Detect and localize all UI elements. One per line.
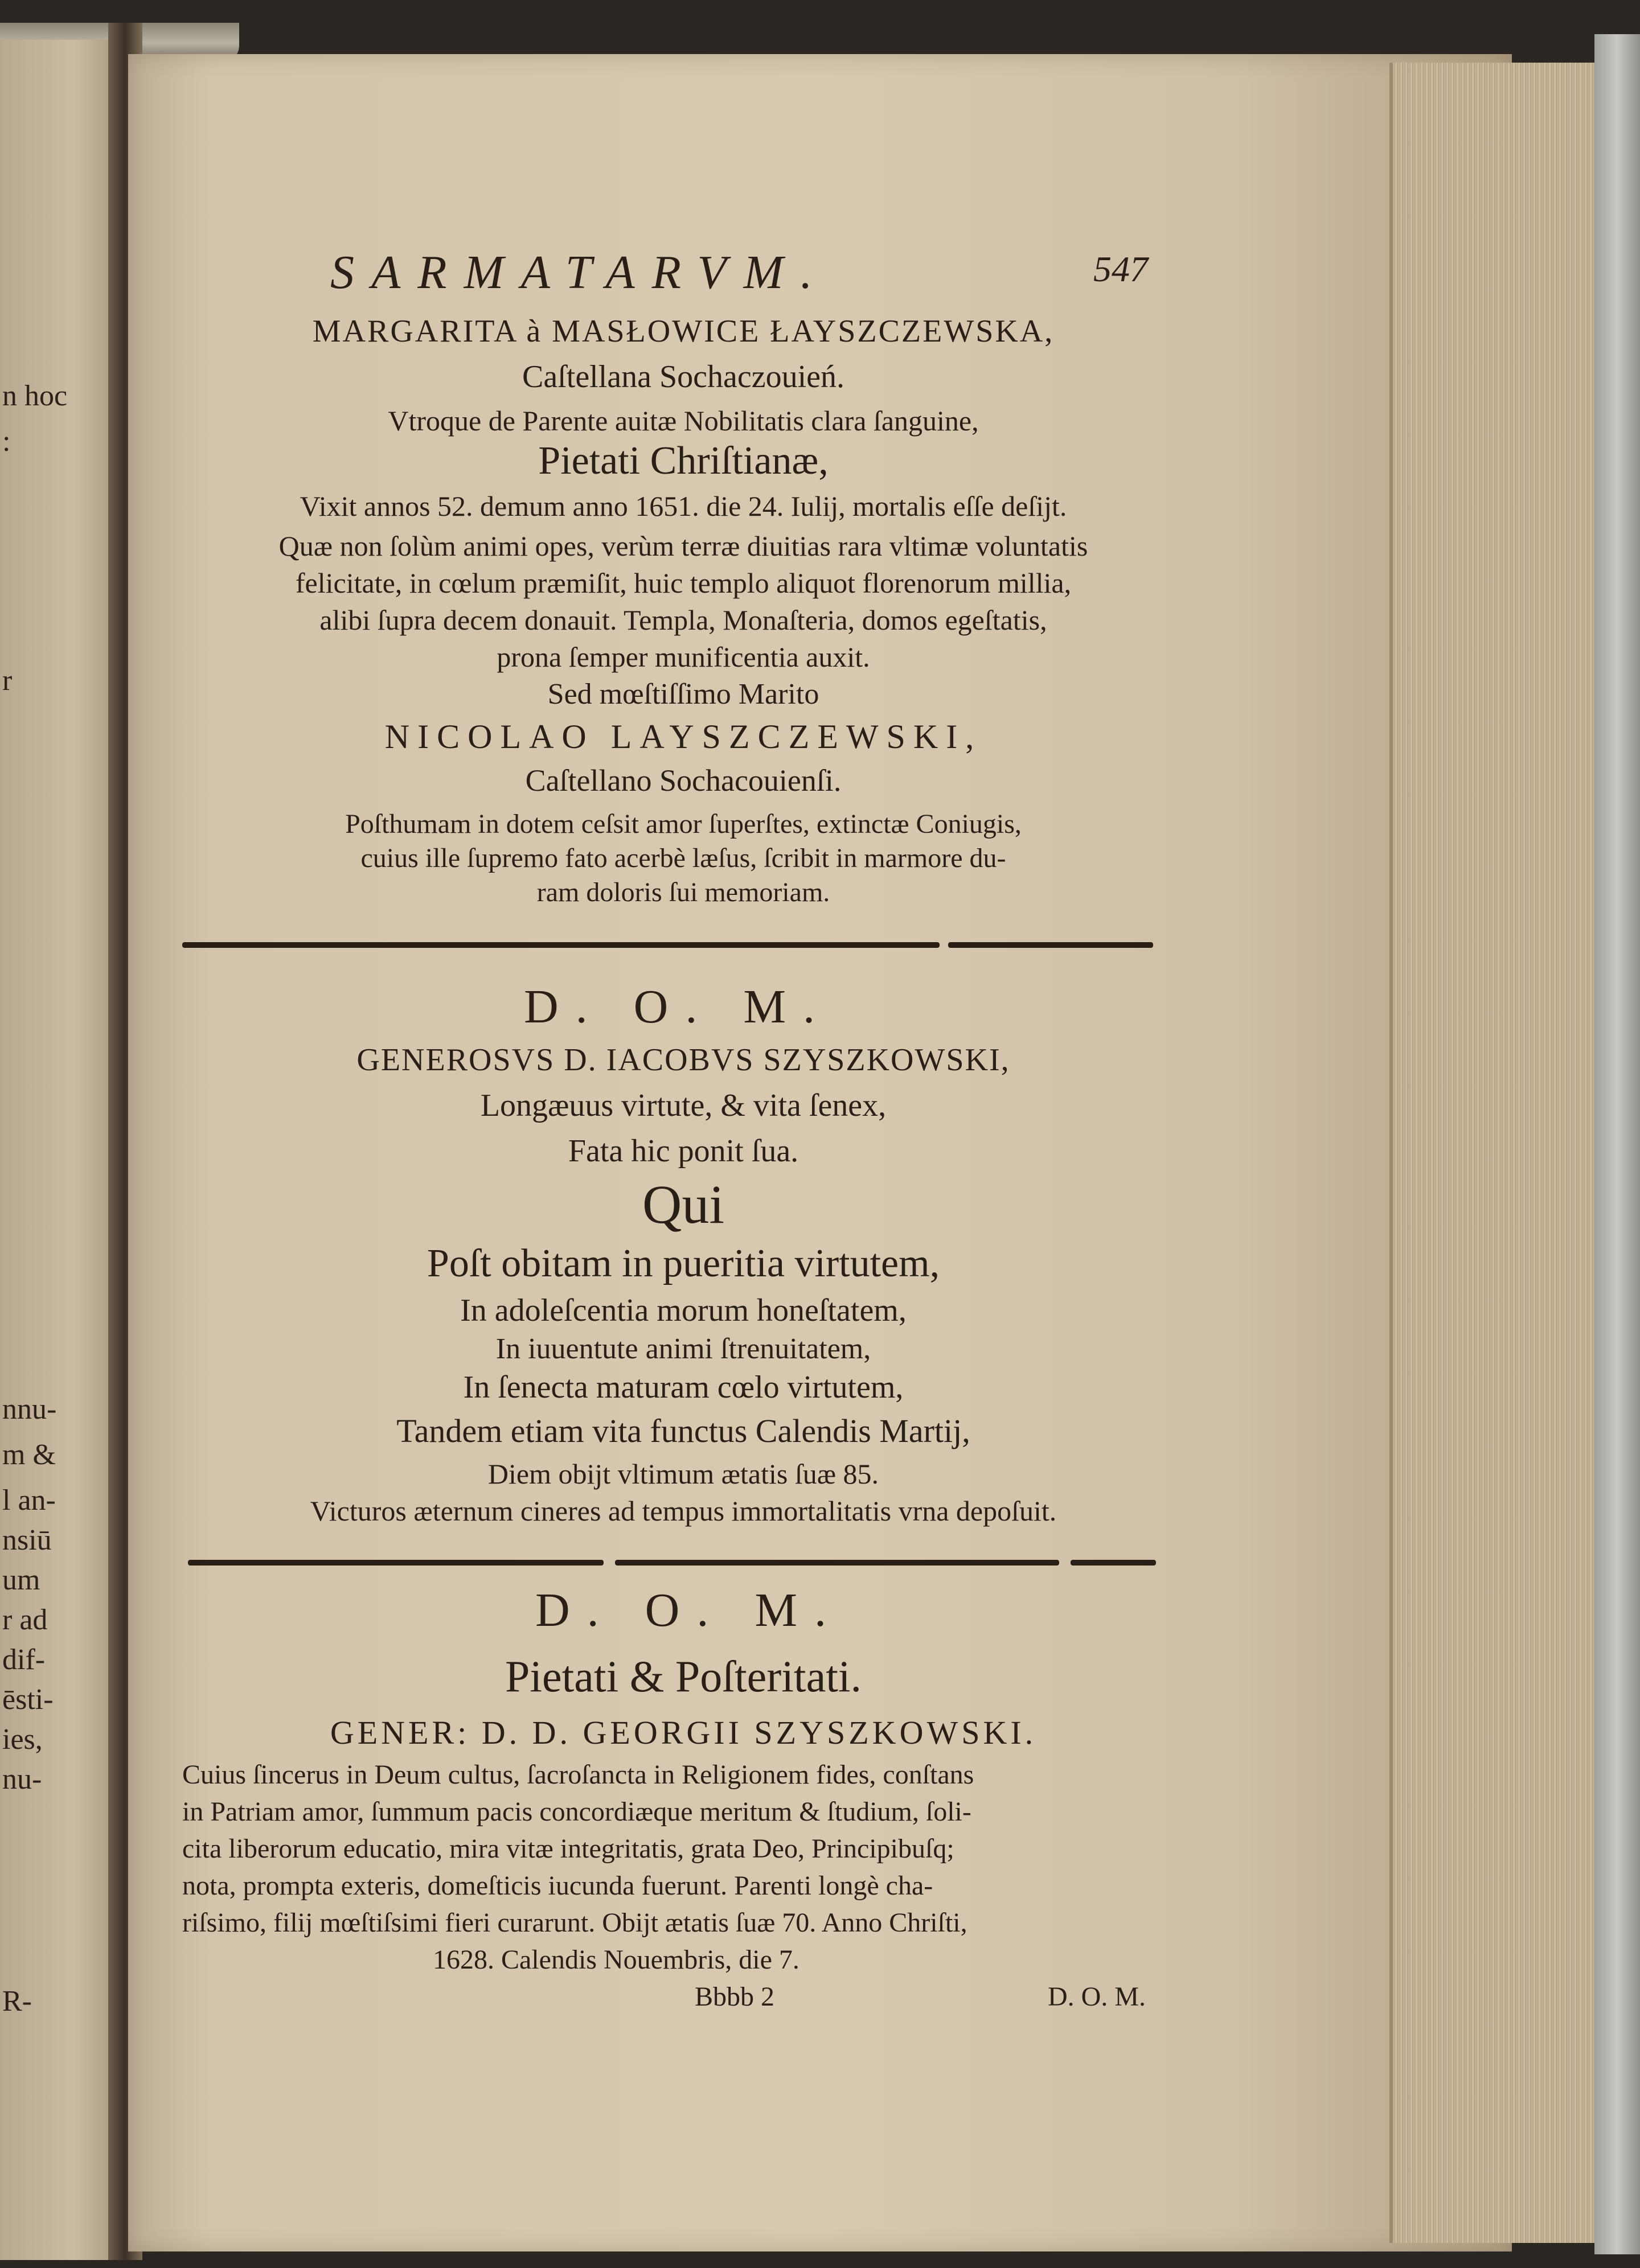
epitaph1-line: Quæ non ſolùm animi opes, verùm terræ diuitias rara vltimæ voluntatis — [278, 530, 1088, 562]
epitaph2-line: Tandem etiam vita functus Calendis Martij, — [396, 1412, 970, 1449]
epitaph3-line: Cuius ſincerus in Deum cultus, ſacroſancta in Religionem fides, conſtans — [182, 1760, 974, 1790]
epitaph1-line: Poſthumam in dotem ceſsit amor ſuperſtes, extinctæ Coniugis, — [345, 809, 1022, 839]
epitaph2-line: In ſenecta maturam cœlo virtutem, — [463, 1370, 904, 1405]
epitaph3-line: riſsimo, filij mœſtiſsimi fieri curarunt. Obijt ætatis ſuæ 70. Anno Chriſti, — [182, 1908, 967, 1938]
left-margin-text: ies, — [2, 1723, 43, 1756]
epitaph1-name: MARGARITA à MASŁOWICE ŁAYSZCZEWSKA, — [312, 314, 1055, 349]
running-title: SARMATARVM. — [330, 246, 830, 299]
epitaph2-name: GENEROSVS D. IACOBVS SZYSZKOWSKI, — [356, 1042, 1010, 1078]
epitaph1-line: cuius ille ſupremo fato acerbè læſus, ſcribit in marmore du- — [360, 843, 1006, 873]
epitaph1-line: prona ſemper munificentia auxit. — [497, 641, 870, 673]
epitaph2-line: Diem obijt vltimum ætatis ſuæ 85. — [487, 1458, 879, 1490]
section-rule — [188, 1560, 604, 1566]
left-margin-text: R- — [2, 1985, 32, 2018]
epitaph2-qui: Qui — [642, 1174, 724, 1235]
epitaph3-name: GENER: D. D. GEORGII SZYSZKOWSKI. — [330, 1714, 1037, 1751]
left-margin-text: nu- — [2, 1763, 42, 1796]
left-margin-text: um — [2, 1564, 40, 1596]
epitaph1-line: Sed mœſtiſſimo Marito — [547, 678, 819, 710]
book-cover-edge — [1594, 34, 1640, 2254]
epitaph1-line: Vixit annos 52. demum anno 1651. die 24. Iulij, mortalis eſſe deſijt. — [300, 490, 1067, 522]
epitaph2-line: In iuuentute animi ſtrenuitatem, — [495, 1333, 871, 1365]
epitaph1-line: Vtroque de Parente auitæ Nobilitatis clara ſanguine, — [388, 405, 979, 437]
epitaph1-line: felicitate, in cœlum præmiſit, huic templo aliquot florenorum millia, — [295, 567, 1072, 599]
left-margin-text: : — [2, 425, 11, 458]
epitaph2-line: Poſt obitam in pueritia virtutem, — [427, 1242, 940, 1285]
epitaph2-line: Longæuus virtute, & vita ſenex, — [480, 1088, 887, 1123]
catchword: D. O. M. — [1048, 1982, 1146, 2012]
epitaph3-line: nota, prompta exteris, domeſticis iucunda fuerunt. Parenti longè cha- — [182, 1871, 933, 1901]
left-margin-text: r ad — [2, 1604, 48, 1636]
epitaph1-line: alibi ſupra decem donauit. Templa, Monaſteria, domos egeſtatis, — [319, 604, 1047, 636]
epitaph1-line: Pietati Chriſtianæ, — [538, 439, 829, 483]
page-number: 547 — [1093, 249, 1148, 289]
left-margin-text: n hoc — [2, 380, 68, 412]
section-rule — [182, 942, 940, 948]
epitaph1-line: ram doloris ſui memoriam. — [536, 877, 830, 907]
left-margin-text: dif- — [2, 1644, 46, 1676]
epitaph3-heading: Pietati & Poſteritati. — [505, 1651, 862, 1701]
epitaph3-line: cita liberorum educatio, mira vitæ integritatis, grata Deo, Principibuſq; — [182, 1834, 954, 1864]
left-page-edge — [0, 40, 122, 2260]
section-rule — [615, 1560, 1059, 1566]
left-margin-text: r — [2, 664, 13, 697]
left-margin-text: nnu- — [2, 1393, 57, 1425]
epitaph2-line: Fata hic ponit ſua. — [568, 1133, 799, 1169]
section-rule — [1071, 1560, 1156, 1566]
epitaph3-line: 1628. Calendis Nouembris, die 7. — [433, 1945, 800, 1975]
left-margin-text: ēsti- — [2, 1683, 54, 1716]
left-margin-text: nsiū — [2, 1524, 52, 1556]
section-rule — [948, 942, 1153, 948]
epitaph1-title: Caſtellana Sochaczouień. — [522, 359, 844, 395]
epitaph1-line: Caſtellano Sochacouienſi. — [525, 763, 842, 798]
epitaph2-dom: D. O. M. — [524, 980, 833, 1033]
epitaph3-line: in Patriam amor, ſummum pacis concordiæque meritum & ſtudium, ſoli- — [182, 1797, 971, 1827]
epitaph2-line: Victuros æternum cineres ad tempus immortalitatis vrna depoſuit. — [310, 1495, 1057, 1527]
left-margin-text: l an- — [2, 1484, 56, 1517]
epitaph3-dom: D. O. M. — [535, 1584, 844, 1637]
epitaph1-husband: NICOLAO LAYSZCZEWSKI, — [384, 718, 982, 755]
epitaph2-line: In adoleſcentia morum honeſtatem, — [460, 1293, 907, 1328]
left-margin-text: m & — [2, 1439, 56, 1471]
signature-mark: Bbbb 2 — [695, 1982, 775, 2012]
